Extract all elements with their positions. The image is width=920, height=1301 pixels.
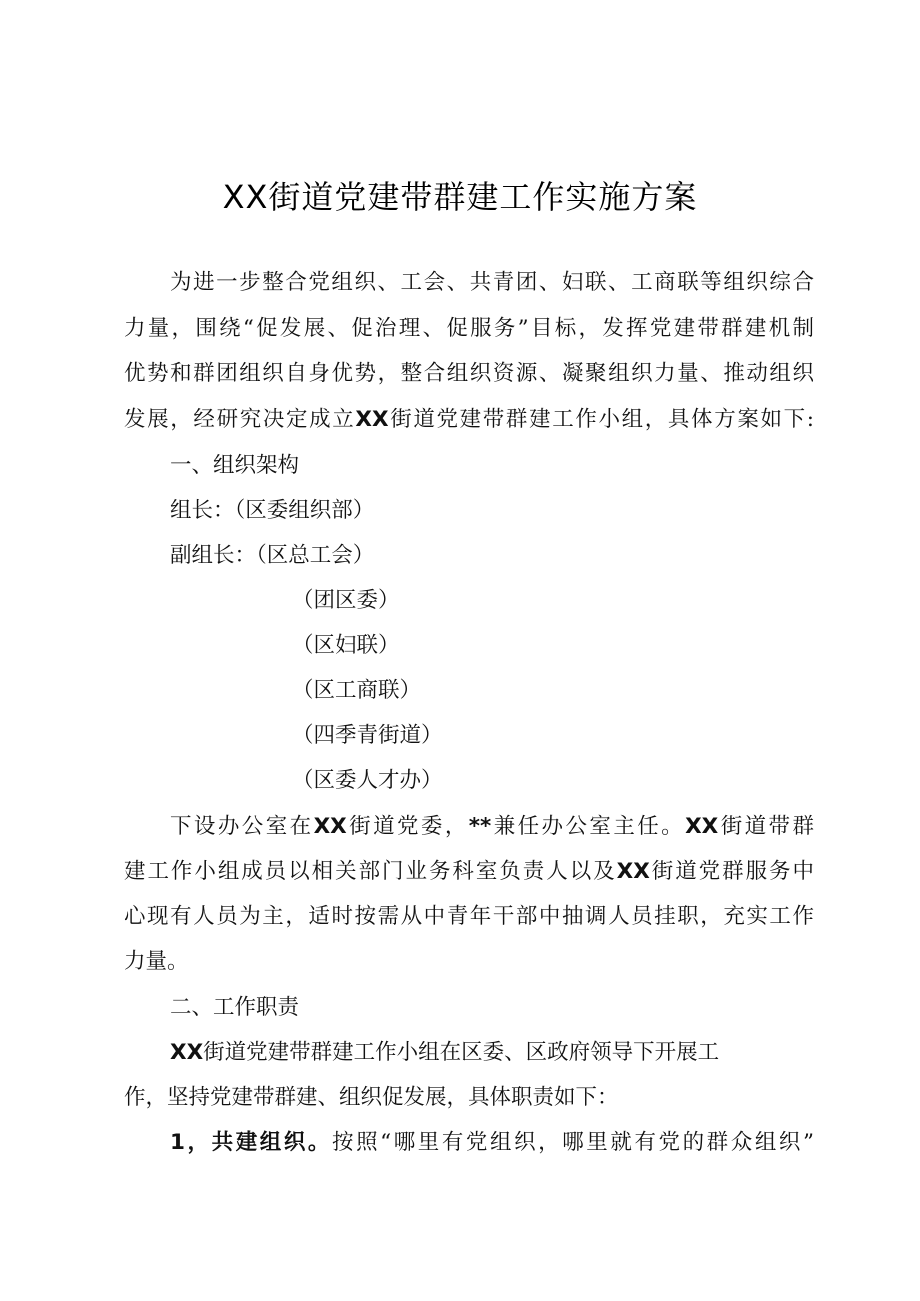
office-line-4: 力量。	[124, 949, 189, 974]
duty-line-1: XX街道党建带群建工作小组在区委、区政府领导下开展工	[170, 1040, 720, 1065]
office-line-2: 建工作小组成员以相关部门业务科室负责人以及XX街道党群服务中	[124, 859, 814, 884]
deputy-item: （区工商联）	[292, 678, 422, 703]
section-heading-structure: 一、组织架构	[170, 453, 300, 478]
intro-line-2: 力量，围绕“促发展、促治理、促服务”目标，发挥党建带群建机制	[124, 316, 814, 341]
office-line-1: 下设办公室在XX街道党委，**兼任办公室主任。XX街道带群	[170, 814, 814, 839]
intro-line-4: 发展，经研究决定成立XX街道党建带群建工作小组，具体方案如下:	[124, 407, 814, 432]
deputy-item: （区委人才办）	[292, 768, 443, 793]
deputy-line: 副组长：（区总工会）	[170, 543, 375, 568]
section-heading-duties: 二、工作职责	[170, 995, 300, 1020]
item-1-line: 1，共建组织。按照“哪里有党组织，哪里就有党的群众组织”	[170, 1130, 814, 1155]
office-line-3: 心现有人员为主，适时按需从中青年干部中抽调人员挂职，充实工作	[124, 904, 814, 929]
deputy-item: （区妇联）	[292, 633, 400, 658]
intro-line-3: 优势和群团组织自身优势，整合组织资源、凝聚组织力量、推动组织	[124, 361, 814, 386]
leader-line: 组长：（区委组织部）	[170, 498, 375, 523]
duty-line-2: 作，坚持党建带群建、组织促发展，具体职责如下：	[124, 1085, 619, 1110]
intro-line-1: 为进一步整合党组织、工会、共青团、妇联、工商联等组织综合	[170, 270, 814, 295]
document-title: XX街道党建带群建工作实施方案	[222, 178, 698, 216]
deputy-item: （团区委）	[292, 588, 400, 613]
deputy-item: （四季青街道）	[292, 723, 443, 748]
